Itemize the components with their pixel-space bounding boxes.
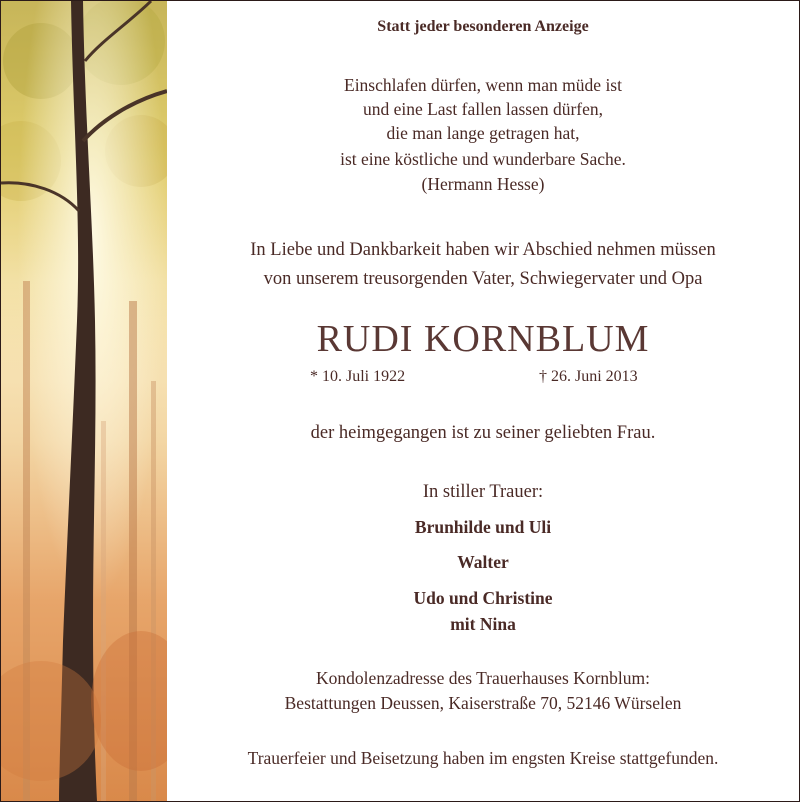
deceased-name: RUDI KORNBLUM — [316, 318, 650, 360]
mourner-name: Walter — [457, 552, 509, 572]
poem-author: (Hermann Hesse) — [421, 174, 545, 194]
forest-image — [1, 1, 167, 801]
header-title: Statt jeder besonderen Anzeige — [377, 18, 589, 35]
condolence-line-2: Bestattungen Deussen, Kaiserstraße 70, 52146 Würselen — [284, 693, 682, 713]
mourner-name: Brunhilde und Uli — [414, 517, 552, 537]
mourner-name: mit Nina — [450, 614, 516, 634]
poem-line-3: die man lange getragen hat, — [386, 123, 580, 143]
poem-line-2: und eine Last fallen lassen dürfen, — [362, 99, 604, 119]
intro-line-2: von unserem treusorgenden Vater, Schwiegervater und Opa — [263, 269, 703, 289]
death-date: † 26. Juni 2013 — [539, 368, 638, 385]
poem-line-4: ist eine köstliche und wunderbare Sache. — [340, 149, 626, 169]
closing-text: Trauerfeier und Beisetzung haben im engsten Kreise stattgefunden. — [247, 748, 719, 768]
condolence-line-1: Kondolenzadresse des Trauerhauses Kornblum: — [316, 668, 650, 688]
mourner-name: Udo und Christine — [413, 588, 553, 608]
intro-line-1: In Liebe und Dankbarkeit haben wir Abschied nehmen müssen — [250, 240, 716, 260]
birth-date: * 10. Juli 1922 — [310, 368, 406, 385]
notice-text — [167, 1, 799, 801]
reunion-text: der heimgegangen ist zu seiner geliebten Frau. — [310, 423, 656, 443]
mourners-heading: In stiller Trauer: — [422, 482, 544, 502]
poem-line-1: Einschlafen dürfen, wenn man müde ist — [344, 75, 622, 95]
